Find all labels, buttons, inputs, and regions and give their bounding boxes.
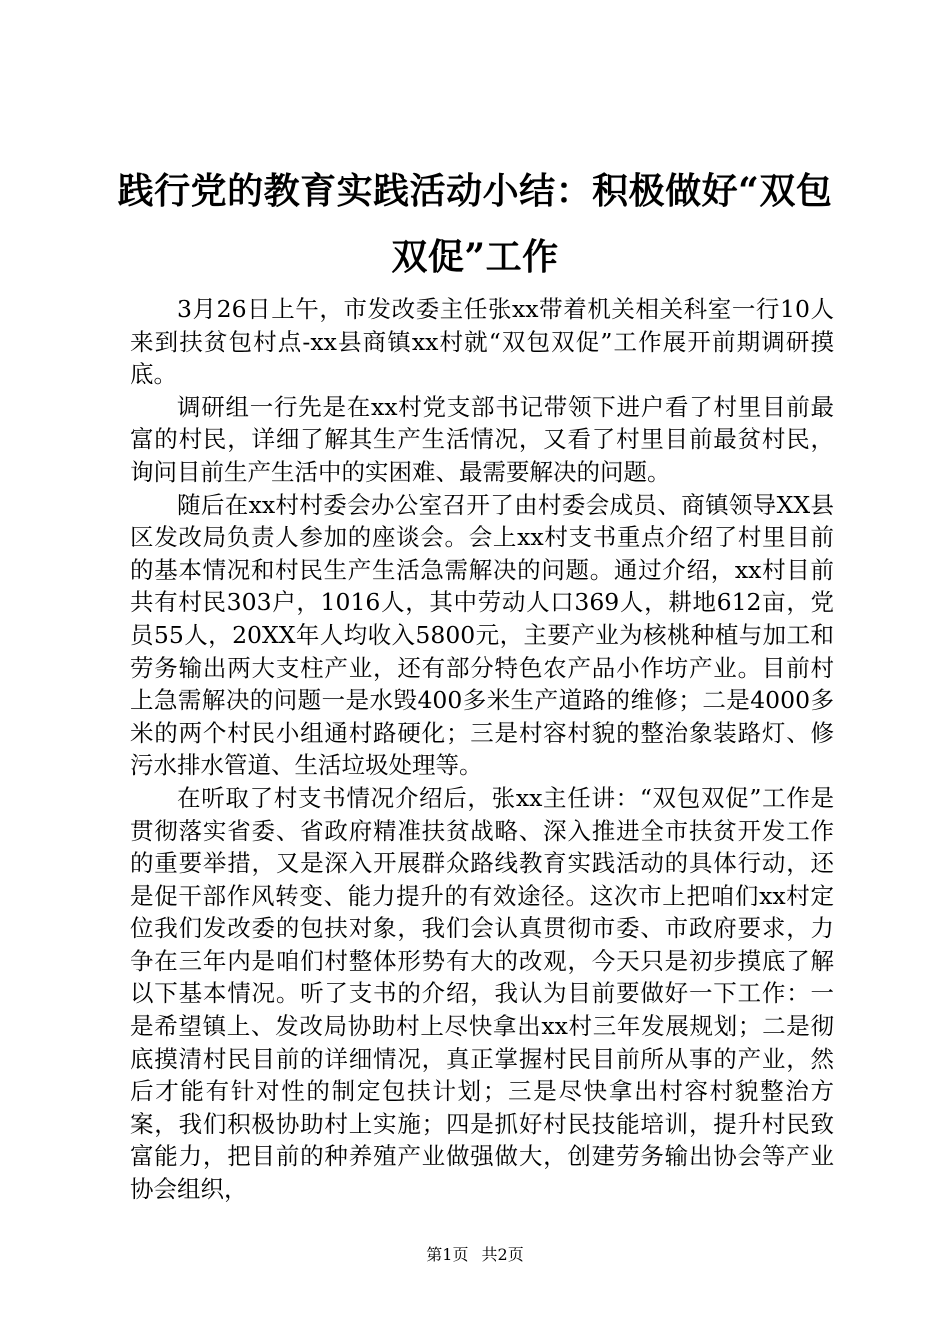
document-body	[130, 293, 834, 1206]
paragraph: 随后在xx村村委会办公室召开了由村委会成员、商镇领导XX县区发改局负责人参加的座谈会。会上xx村支书重点介绍了村里目前的基本情况和村民生产生活急需解决的问题。通过介绍，xx村目前共有村民303户，1016人，其中劳动人口369人，耕地612亩，党员55人，20XX年人均收入5800元，主要产业为核桃种植与加工和劳务输出两大支柱产业，还有部分特色农产品小作坊产业。目前村上急需解决的问题一是水毁400多米生产道路的维修；二是4000多米的两个村民小组通村路硬化；三是村容村貌的整治象装路灯、修污水排水管道、生活垃圾处理等。	[130, 490, 834, 780]
page-footer	[0, 1245, 950, 1265]
paragraph: 调研组一行先是在xx村党支部书记带领下进户看了村里目前最富的村民，详细了解其生产生活情况，又看了村里目前最贫村民，询问目前生产生活中的实困难、最需要解决的问题。	[130, 392, 834, 486]
page-number-current: 第1页	[426, 1245, 469, 1264]
paragraph: 3月26日上午，市发改委主任张xx带着机关相关科室一行10人来到扶贫包村点-xx县商镇xx村就“双包双促”工作展开前期调研摸底。	[130, 295, 834, 389]
page-number-total: 共2页	[481, 1245, 524, 1264]
document-title: 践行党的教育实践活动小结：积极做好“双包双促”工作	[117, 170, 833, 278]
paragraph: 在听取了村支书情况介绍后，张xx主任讲：“双包双促”工作是贯彻落实省委、省政府精准扶贫战略、深入推进全市扶贫开发工作的重要举措，又是深入开展群众路线教育实践活动的具体行动，还是促干部作风转变、能力提升的有效途径。这次市上把咱们xx村定位我们发改委的包扶对象，我们会认真贯彻市委、市政府要求，力争在三年内是咱们村整体形势有大的改观，今天只是初步摸底了解以下基本情况。听了支书的介绍，我认为目前要做好一下工作：一是希望镇上、发改局协助村上尽快拿出xx村三年发展规划；二是彻底摸清村民目前的详细情况，真正掌握村民目前所从事的产业，然后才能有针对性的制定包扶计划；三是尽快拿出村容村貌整治方案，我们积极协助村上实施；四是抓好村民技能培训，提升村民致富能力，把目前的种养殖产业做强做大，创建劳务输出协会等产业协会组织，	[130, 783, 834, 1204]
